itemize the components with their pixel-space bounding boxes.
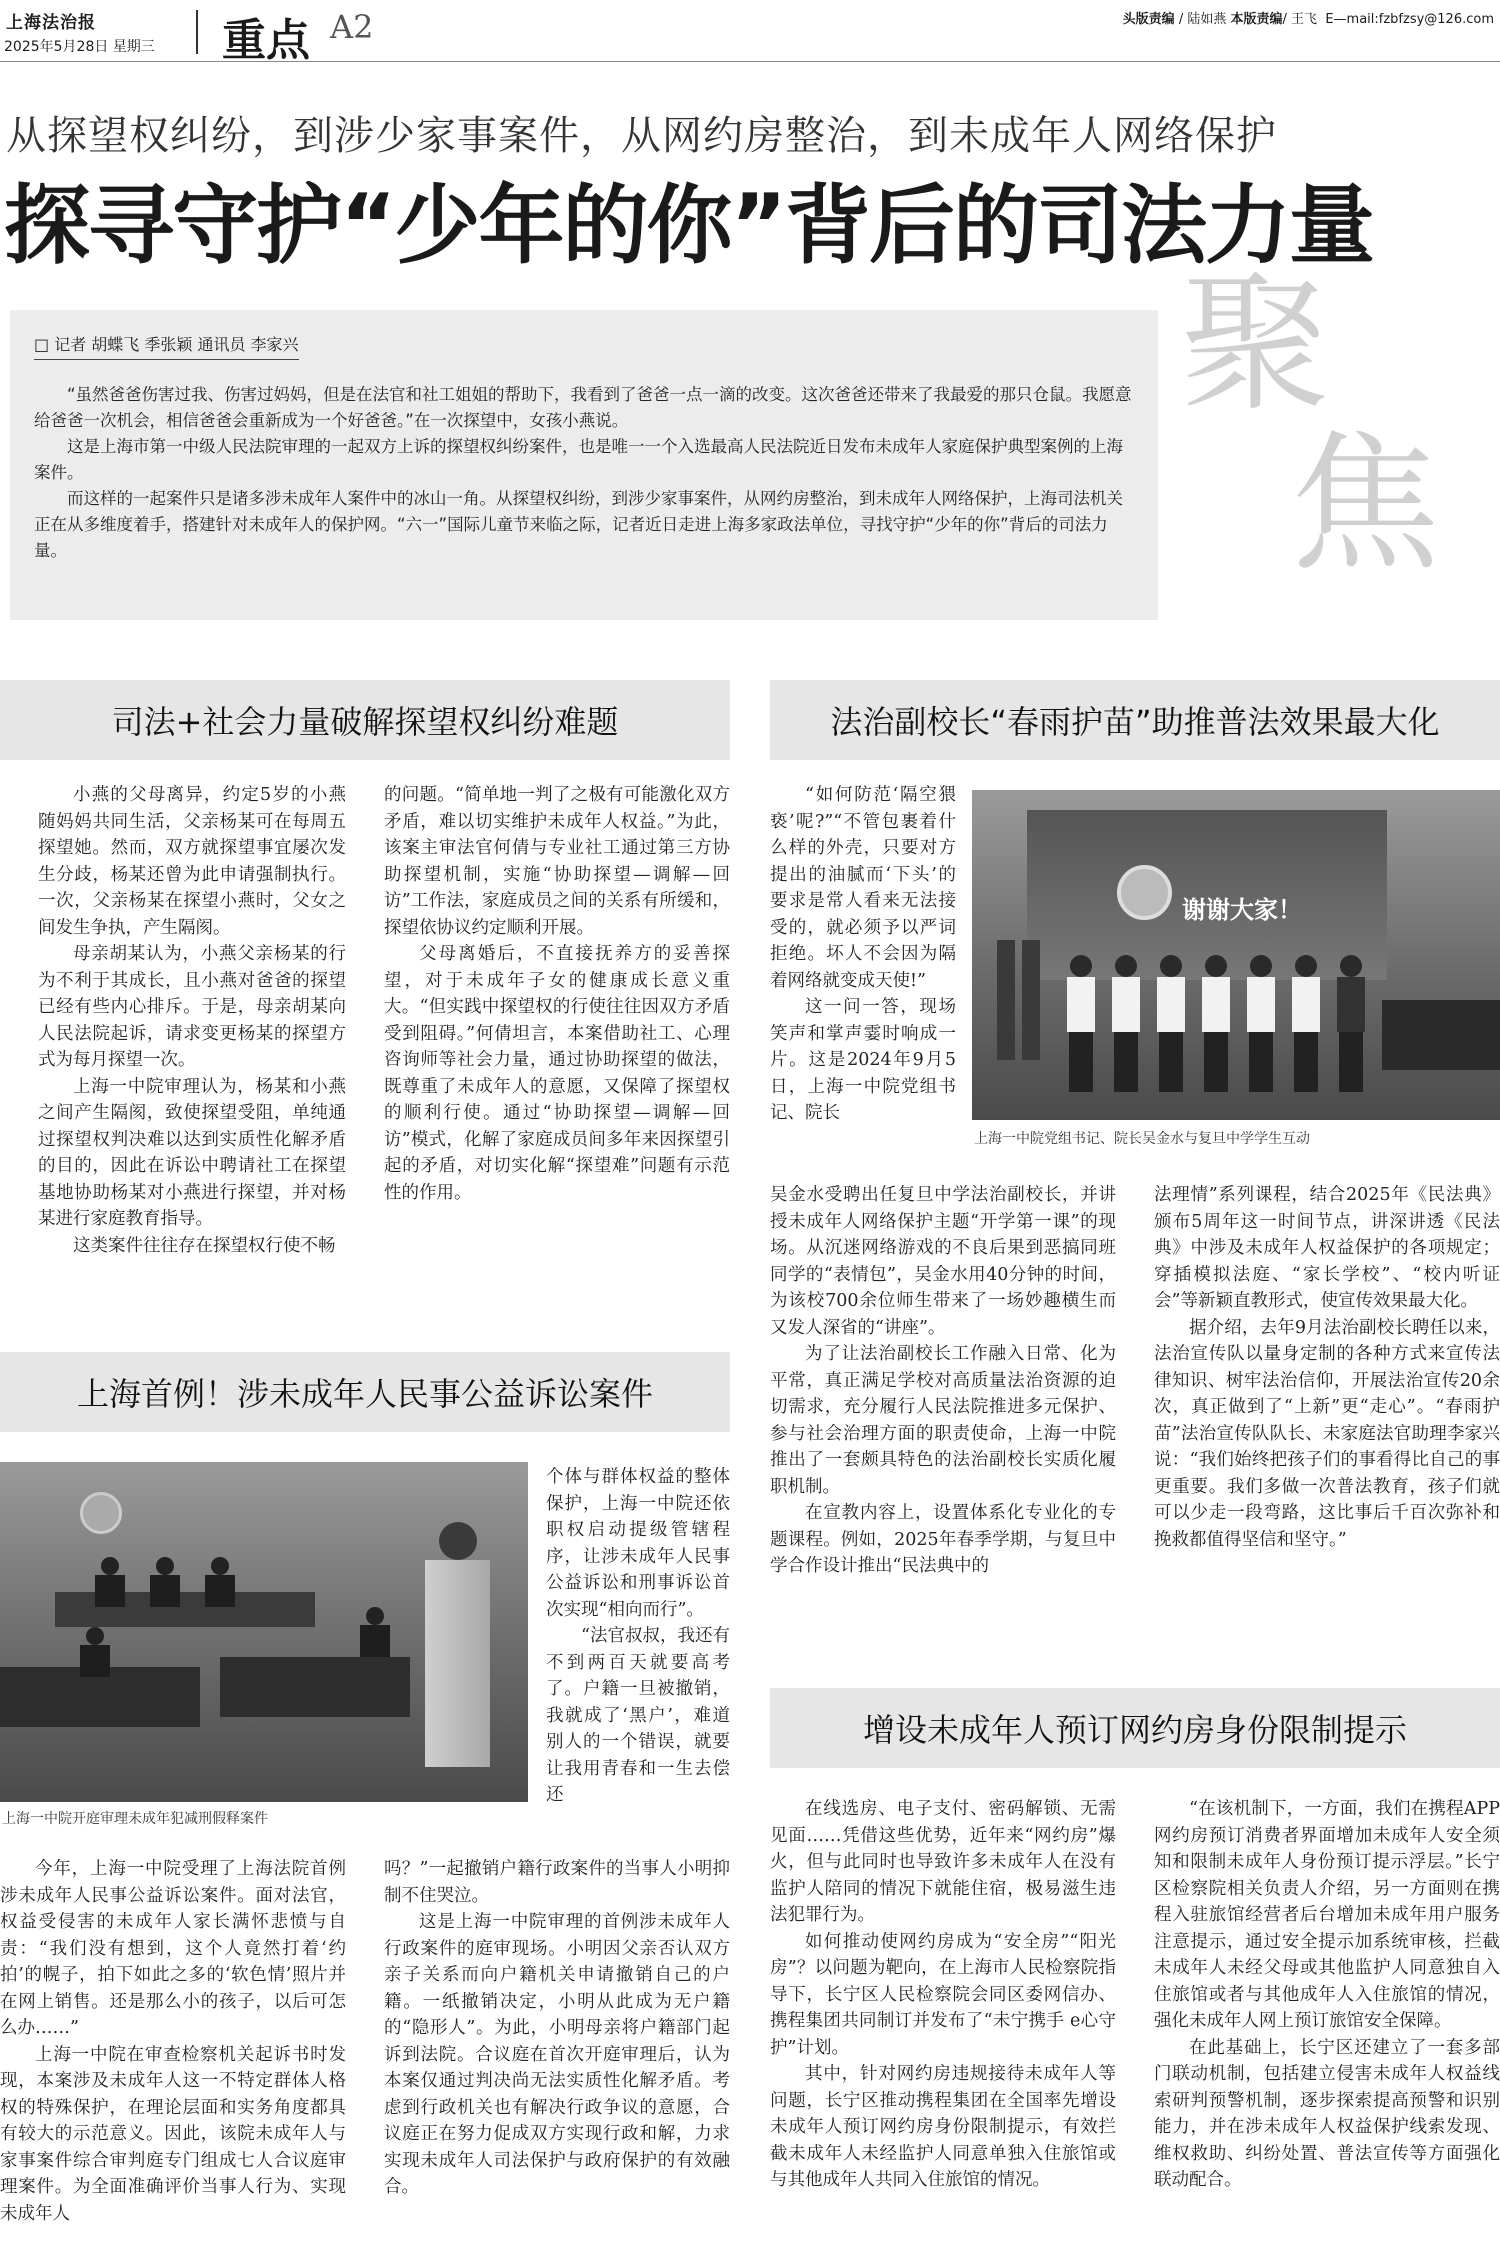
paragraph: 在宣教内容上，设置体系化专业化的专题课程。例如，2025年春季学期，与复旦中学合作设计推出“民法典中的 — [770, 1503, 1116, 1576]
section2-column-1 — [0, 1856, 346, 2251]
kicker-headline: 从探望权纠纷，到涉少家事案件，从网约房整治，到未成年人网络保护 — [6, 113, 1277, 159]
newspaper-logo: 上海法治报 — [6, 13, 96, 33]
paragraph: 的问题。“简单地一判了之极有可能激化双方矛盾，难以切实维护未成年人权益。”为此，该案主审法官何倩与专业社工通过第三方协助探望机制，实施“协助探望—调解—回访”工作法，家庭成员之间的关系有所缓和，探望依协议约定顺利开展。 — [384, 785, 730, 938]
paragraph: 今年，上海一中院受理了上海法院首例涉未成年人民事公益诉讼案件。面对法官，权益受侵害的未成年人家长满怀悲愤与自责：“我们没有想到，这个人竟然打着‘约拍’的幌子，拍下如此之多的‘软色情’照片并在网上销售。还是那么小的孩子，以后可怎么办……” — [0, 1859, 346, 2038]
lead-box — [10, 310, 1158, 620]
paragraph: 为了让法治副校长工作融入日常、化为平常，真正满足学校对高质量法治资源的迫切需求，充分履行人民法院推进多元保护、参与社会治理方面的职责使命，上海一中院推出了一套颇具特色的法治副校长实质化履职机制。 — [770, 1344, 1116, 1497]
student-figure — [1067, 955, 1095, 1095]
section2-title: 上海首例！涉未成年人民事公益诉讼案件 — [0, 1352, 730, 1432]
paragraph: 吴金水受聘出任复旦中学法治副校长，并讲授未成年人网络保护主题“开学第一课”的现场。从沉迷网络游戏的不良后果到恶搞同班同学的“表情包”，吴金水用40分钟的时间，为该校700余位师生带来了一场妙趣横生而又发人深省的“讲座”。 — [770, 1185, 1116, 1338]
paragraph: 小燕的父母离异，约定5岁的小燕随妈妈共同生活，父亲杨某可在每周五探望她。然而，双方就探望事宜屡次发生分歧，杨某还曾为此申请强制执行。一次，父亲杨某在探望小燕时，父女之间发生争执，产生隔阂。 — [38, 785, 346, 938]
school-event-photo — [972, 790, 1500, 1120]
student-figure — [1157, 955, 1185, 1095]
court-table — [220, 1657, 410, 1717]
paragraph: 母亲胡某认为，小燕父亲杨某的行为不利于其成长，且小燕对爸爸的探望已经有些内心排斥。于是，母亲胡某向人民法院起诉，请求变更杨某的探望方式为每月探望一次。 — [38, 944, 346, 1070]
paragraph: 如何推动使网约房成为“安全房”“阳光房”？以问题为靶向，在上海市人民检察院指导下，长宁区人民检察院会同区委网信办、携程集团共同制订并发布了“未宁携手 e心守护”计划。 — [770, 1931, 1116, 2058]
paragraph: 上海一中院审理认为，杨某和小燕之间产生隔阂，致使探望受阻，单纯通过探望权判决难以达到实质性化解矛盾的目的，因此在诉讼中聘请社工在探望基地协助杨某对小燕进行探望，并对杨某进行家庭教育指导。 — [38, 1076, 346, 1229]
paragraph: 在线选房、电子支付、密码解锁、无需见面……凭借这些优势，近年来“网约房”爆火，但与此同时也导致许多未成年人在没有监护人陪同的情况下就能住宿，极易滋生违法犯罪行为。 — [770, 1799, 1116, 1925]
judge-figure — [95, 1557, 125, 1607]
student-figure — [1247, 955, 1275, 1095]
section4-title: 增设未成年人预订网约房身份限制提示 — [770, 1688, 1500, 1768]
lead-paragraph-1: “虽然爸爸伤害过我、伤害过妈妈，但是在法官和社工姐姐的帮助下，我看到了爸爸一点一滴的改变。这次爸爸还带来了我最爱的那只仓鼠。我愿意给爸爸一次机会，相信爸爸会重新成为一个好爸爸。”在一次探望中，女孩小燕说。 — [34, 385, 1132, 430]
student-figure — [1202, 955, 1230, 1095]
editor-label-1: 头版责编 — [1122, 12, 1175, 27]
court-seal — [1117, 865, 1172, 920]
editor-email: E—mail:fzbfzsy@126.com — [1325, 12, 1494, 27]
section3-column-b — [1154, 1182, 1500, 1612]
paragraph: 这类案件往往存在探望权行使不畅 — [73, 1235, 336, 1256]
attendee-figure — [80, 1627, 110, 1677]
flag — [1022, 940, 1040, 1060]
section-name: 重点 — [222, 15, 310, 66]
editor-name-2: 王飞 — [1291, 12, 1318, 27]
section1-column-2 — [384, 782, 730, 1302]
judge-figure — [150, 1557, 180, 1607]
focus-char-2: 焦 — [1290, 418, 1441, 592]
paragraph: 其中，针对网约房违规接待未成年人等问题，长宁区推动携程集团在全国率先增设未成年人预订网约房身份限制提示，有效拦截未成年人未经监护人同意单独入住旅馆或与其他成年人共同入住旅馆的情况。 — [770, 2064, 1116, 2190]
focus-char-1: 聚 — [1180, 258, 1331, 432]
section4-column-1 — [770, 1796, 1116, 2251]
judges-bench — [55, 1592, 315, 1627]
national-emblem — [80, 1492, 122, 1534]
paragraph: 这一问一答，现场笑声和掌声霎时响成一片。这是2024年9月5日，上海一中院党组书记、院长 — [770, 997, 956, 1123]
section2-column-2 — [384, 1856, 730, 2251]
byline: □ 记者 胡蝶飞 季张颖 通讯员 李家兴 — [34, 332, 299, 360]
section4-column-2 — [1154, 1796, 1500, 2251]
paragraph: 据介绍，去年9月法治副校长聘任以来，法治宣传队以量身定制的各种方式来宣传法律知识、树牢法治信仰，开展法治宣传20余次，真正做到了“上新”更“走心”。“春雨护苗”法治宣传队队长、未家庭法官助理李家兴说：“我们始终把孩子们的事看得比自己的事更重要。我们多做一次普法教育，孩子们就可以少走一段弯路，这比事后千百次弥补和挽救都值得坚信和坚守。” — [1154, 1317, 1500, 1550]
paragraph: 在此基础上，长宁区还建立了一套多部门联动机制，包括建立侵害未成年人权益线索研判预警机制，逐步探索提高预警和识别能力，并在涉未成年人权益保护线索发现、维权救助、纠纷处置、普法宣传等方面强化联动配合。 — [1154, 2037, 1500, 2190]
student-figure — [1112, 955, 1140, 1095]
editors-line: 头版责编 / 陆如燕 本版责编/ 王飞 E—mail:fzbfzsy@126.com — [1122, 12, 1494, 27]
section1-column-1 — [38, 782, 346, 1302]
paragraph: “在该机制下，一方面，我们在携程APP网约房预订消费者界面增加未成年人安全须知和限制未成年人身份预订提示浮层。”长宁区检察院相关负责人介绍，另一方面则在携程入驻旅馆经营者后台增加未成年用户服务注意提示，通过安全提示加系统审核，拦截未成年人未经父母或其他监护人同意独自入住旅馆或者与其他成年人入住旅馆的情况，强化未成年人网上预订旅馆安全保障。 — [1154, 1799, 1500, 2031]
focus-decor-text — [1180, 258, 1480, 592]
section1-title: 司法+社会力量破解探望权纠纷难题 — [0, 680, 730, 760]
podium — [1382, 1000, 1500, 1070]
student-figure — [1292, 955, 1320, 1095]
paragraph: “法官叔叔，我还有不到两百天就要高考了。户籍一旦被撤销，我就成了‘黑户’，难道别人的一个错误，就要让我用青春和一生去偿还 — [546, 1626, 730, 1805]
main-headline: 探寻守护“少年的你”背后的司法力量 — [4, 176, 1374, 276]
stage-screen-text: 谢谢大家！ — [1182, 896, 1302, 924]
judge-figure — [205, 1557, 235, 1607]
section3-title: 法治副校长“春雨护苗”助推普法效果最大化 — [770, 680, 1500, 760]
page-number: A2 — [330, 8, 374, 46]
paragraph: 父母离婚后，不直接抚养方的妥善探望，对于未成年子女的健康成长意义重大。“但实践中探望权的行使往往因双方矛盾受到阻碍。”何倩坦言，本案借助社工、心理咨询师等社会力量，通过协助探望的做法，既尊重了未成年人的意愿，又保障了探望权的顺利行使。通过“协助探望—调解—回访”模式，化解了家庭成员间多年来因探望引起的矛盾，对切实化解“探望难”问题有示范性的作用。 — [384, 944, 730, 1203]
lead-paragraph-3: 而这样的一起案件只是诸多涉未成年人案件中的冰山一角。从探望权纠纷，到涉少家事案件，从网约房整治，到未成年人网络保护，上海司法机关正在从多维度着手，搭建针对未成年人的保护网。“六一”国际儿童节来临之际，记者近日走进上海多家政法单位，寻找守护“少年的你”背后的司法力量。 — [34, 489, 1123, 560]
masthead-divider — [196, 10, 198, 54]
attendee-figure — [360, 1607, 390, 1657]
lead-paragraph-2: 这是上海市第一中级人民法院审理的一起双方上诉的探望权纠纷案件，也是唯一一个入选最高人民法院近日发布未成年人家庭保护典型案例的上海案件。 — [34, 437, 1123, 482]
paragraph: 这是上海一中院审理的首例涉未成年人行政案件的庭审现场。小明因父亲否认双方亲子关系而向户籍机关申请撤销自己的户籍。一纸撤销决定，小明从此成为无户籍的“隐形人”。为此，小明母亲将户籍部门起诉到法院。合议庭在首次开庭审理后，认为本案仅通过判决尚无法实质性化解矛盾。考虑到行政机关也有解决行政争议的意愿，合议庭正在努力促成双方实现行政和解，力求实现未成年人司法保护与政府保护的有效融合。 — [384, 1912, 730, 2197]
defendant-figure — [425, 1522, 490, 1767]
courtroom-photo — [0, 1462, 528, 1802]
principal-figure — [1337, 955, 1365, 1095]
paragraph: 吗？”一起撤销户籍行政案件的当事人小明抑制不住哭泣。 — [384, 1859, 730, 1906]
paragraph: 上海一中院在审查检察机关起诉书时发现，本案涉及未成年人这一不特定群体人格权的特殊保护，在理论层面和实务角度都具有较大的示范意义。因此，该院未成年人与家事案件综合审判庭专门组成七人合议庭审理案件。为全面准确评价当事人行为、实现未成年人 — [0, 2044, 346, 2224]
school-photo-caption: 上海一中院党组书记、院长吴金水与复旦中学学生互动 — [974, 1131, 1310, 1147]
section3-column-a — [770, 1182, 1116, 1612]
editor-label-2: 本版责编 — [1230, 12, 1283, 27]
flag — [997, 940, 1015, 1060]
section2-photo-side-column — [546, 1464, 730, 1864]
courtroom-photo-caption: 上海一中院开庭审理未成年犯减刑假释案件 — [2, 1811, 268, 1827]
section3-narrow-column — [770, 782, 956, 1182]
publication-date: 2025年5月28日 星期三 — [4, 39, 155, 55]
paragraph: “如何防范‘隔空猥亵’呢?”“不管包裹着什么样的外壳，只要对方提出的油腻而‘下头’的要求是常人看来无法接受的，就必须予以严词拒绝。坏人不会因为隔着网络就变成天使!” — [770, 785, 956, 991]
masthead — [0, 0, 1500, 66]
editor-name-1: 陆如燕 — [1187, 12, 1227, 27]
paragraph: 个体与群体权益的整体保护，上海一中院还依职权启动提级管辖程序，让涉未成年人民事公益诉讼和刑事诉讼首次实现“相向而行”。 — [546, 1467, 730, 1620]
paragraph: 法理情”系列课程，结合2025年《民法典》颁布5周年这一时间节点，讲深讲透《民法典》中涉及未成年人权益保护的各项规定；穿插模拟法庭、“家长学校”、“校内听证会”等新颖直教形式，使宣传效果最大化。 — [1154, 1185, 1500, 1311]
